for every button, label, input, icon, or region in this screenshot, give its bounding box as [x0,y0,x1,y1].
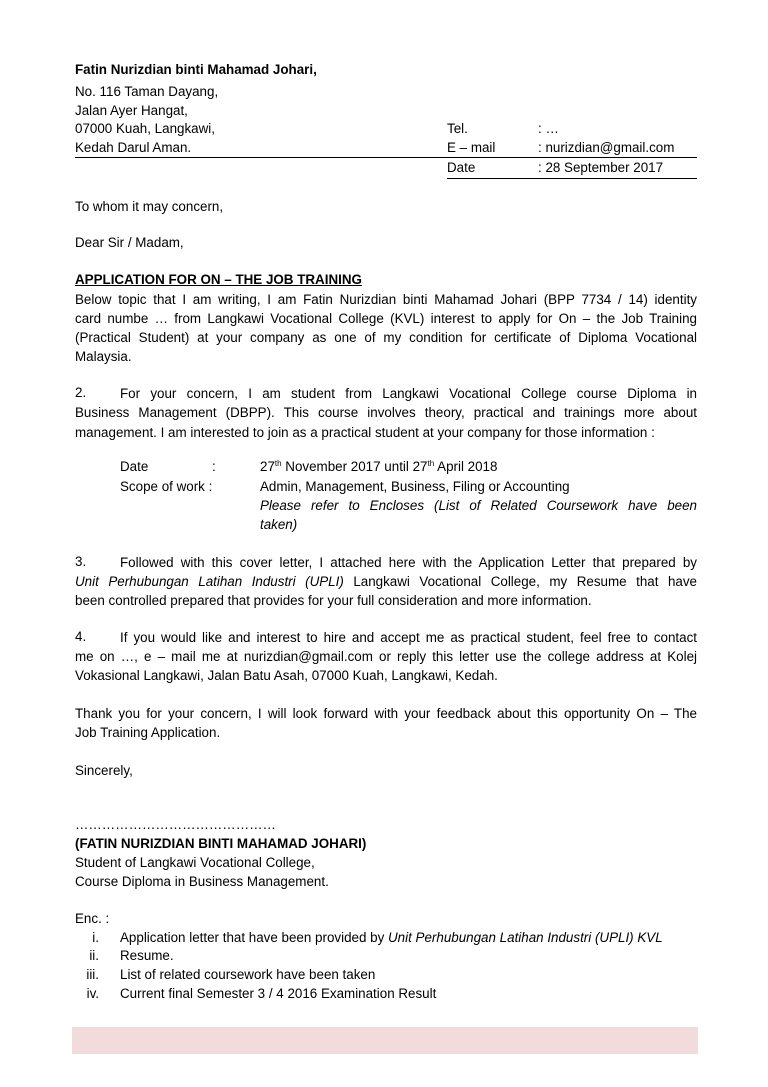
signature-name: (FATIN NURIZDIAN BINTI MAHAMAD JOHARI) [75,836,367,851]
enclosure-item: List of related coursework have been taken [120,967,376,982]
details-colon: : [212,459,216,474]
details-scope-note: taken) [260,517,298,532]
details-scope-value: Admin, Management, Business, Filing or Accounting [260,479,570,494]
greeting-line: Dear Sir / Madam, [75,235,184,250]
date-value: : 28 September 2017 [538,160,664,175]
enclosure-item: Current final Semester 3 / 4 2016 Examination Result [120,986,437,1001]
email-label: E – mail [447,140,496,155]
tel-label: Tel. [447,121,468,136]
paragraph-line: If you would like and interest to hire and accept me as practical student, feel free to contact [120,630,697,645]
details-date-value: 27th November 2017 until 27th April 2018 [260,459,498,474]
enclosure-number: iii. [86,967,99,982]
paragraph-line: Below topic that I am writing, I am Fatin Nurizdian binti Mahamad Johari (BPP 7734 / 14) identity [75,292,697,307]
enclosure-number: ii. [89,948,99,963]
paragraph-line: card numbe … from Langkawi Vocational College (KVL) interest to apply for On – the Job Training [75,311,697,326]
email-value: : nurizdian@gmail.com [538,140,675,155]
paragraph-line: Business Management (DBPP). This course involves theory, practical and trainings more about [75,405,697,420]
paragraph-line: For your concern, I am student from Langkawi Vocational College course Diploma in [120,386,697,401]
enclosure-number: i. [92,930,99,945]
enclosure-item: Application letter that have been provided by Unit Perhubungan Latihan Industri (UPLI) KVL [120,930,663,945]
paragraph-number: 2. [75,385,87,400]
enclosures-label: Enc. : [75,911,110,926]
paragraph-line: Unit Perhubungan Latihan Industri (UPLI) Langkawi Vocational College, my Resume that have [75,574,697,589]
signoff: Sincerely, [75,763,133,778]
signature-title: Course Diploma in Business Management. [75,874,329,889]
signature-dots: ……………………………………… [75,817,276,832]
enclosure-item: Resume. [120,948,174,963]
date-divider [447,178,697,179]
subject-heading: APPLICATION FOR ON – THE JOB TRAINING [75,272,362,287]
paragraph-line: me on …, e – mail me at nurizdian@gmail.com or reply this letter use the college address at Kolej [75,649,697,664]
paragraph-line: been controlled prepared that provides for your full consideration and more information. [75,593,592,608]
paragraph-line: Followed with this cover letter, I attached here with the Application Letter that prepared by [120,555,697,570]
address-line: No. 116 Taman Dayang, [75,84,219,99]
address-line: Jalan Ayer Hangat, [75,103,188,118]
closing-line: Thank you for your concern, I will look forward with your feedback about this opportunity On – The [75,706,697,721]
footer-bar [72,1027,698,1054]
paragraph-number: 3. [75,554,87,569]
details-date-label: Date [120,459,149,474]
paragraph-line: management. I am interested to join as a practical student at your company for those information : [75,425,655,440]
tel-value: : … [538,121,559,136]
closing-line: Job Training Application. [75,725,221,740]
paragraph-line: Malaysia. [75,349,132,364]
details-scope-note: Please refer to Encloses (List of Related Coursework have been [260,498,697,513]
details-scope-label: Scope of work : [120,479,213,494]
paragraph-number: 4. [75,629,87,644]
sender-name: Fatin Nurizdian binti Mahamad Johari, [75,62,317,77]
signature-title: Student of Langkawi Vocational College, [75,855,315,870]
address-line: 07000 Kuah, Langkawi, [75,121,215,136]
paragraph-line: Vokasional Langkawi, Jalan Batu Asah, 07000 Kuah, Langkawi, Kedah. [75,668,498,683]
paragraph-line: (Practical Student) at your company as one of my condition for certificate of Diploma Vocational [75,330,697,345]
header-divider [75,157,697,158]
enclosure-number: iv. [86,986,99,1001]
date-label: Date [447,160,476,175]
address-line: Kedah Darul Aman. [75,140,192,155]
letter-body [75,0,697,1087]
recipient-line: To whom it may concern, [75,199,224,214]
